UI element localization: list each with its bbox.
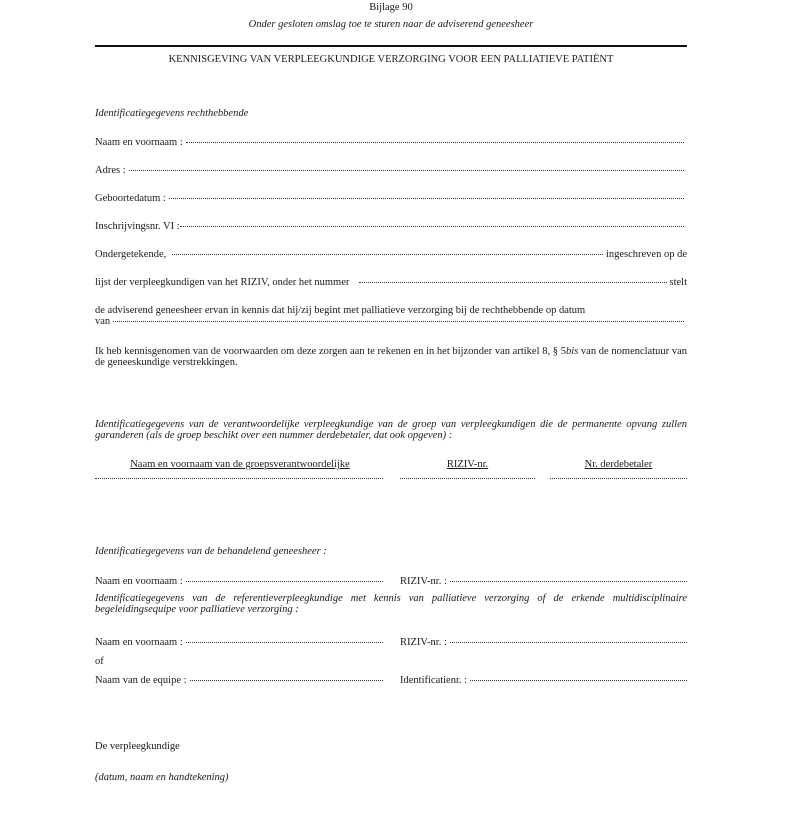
team-ident-label: Identificatienr. :	[400, 675, 468, 686]
beneficiary-birthdate-row	[95, 193, 687, 204]
team-name-row	[95, 675, 383, 686]
start-date-row	[95, 316, 687, 327]
reference-riziv-label: RIZIV-nr. :	[400, 637, 447, 648]
physician-name-label: Naam en voornaam :	[95, 576, 183, 587]
team-ident-row	[400, 675, 687, 686]
team-name-label: Naam van de equipe :	[95, 675, 187, 686]
group-riziv-field[interactable]	[400, 478, 535, 479]
group-name-field[interactable]	[95, 478, 383, 479]
col-header-name: Naam en voornaam van de groepsverantwoordelijke	[130, 459, 350, 470]
col-header-derdebetaler: Nr. derdebetaler	[584, 459, 653, 470]
beneficiary-address-label: Adres :	[95, 165, 126, 176]
col-header-riziv: RIZIV-nr.	[446, 459, 489, 470]
reference-riziv-row	[400, 637, 687, 648]
group-derdebetaler-cell	[550, 480, 687, 481]
beneficiary-birthdate-field[interactable]	[169, 198, 684, 199]
undersigned-name-field[interactable]	[172, 254, 603, 255]
sending-instruction: Onder gesloten omslag toe te sturen naar de adviserend geneesheer	[248, 19, 534, 30]
physician-heading: Identificatiegegevens van de behandelend geneesheer :	[95, 546, 327, 557]
reference-name-row	[95, 637, 383, 648]
beneficiary-name-label: Naam en voornaam :	[95, 137, 183, 148]
inform-text: de adviserend geneesheer ervan in kennis dat hij/zij begint met palliatieve verzorging bij de rechthebbende op datum	[95, 305, 586, 316]
physician-riziv-label: RIZIV-nr. :	[400, 576, 447, 587]
group-name-cell	[95, 480, 383, 481]
conditions-bis: bis	[565, 346, 579, 357]
conditions-statement	[95, 346, 687, 368]
group-derdebetaler-field[interactable]	[550, 478, 687, 479]
conditions-text-post: van de nomenclatuur van de geneeskundige verstrekkingen.	[95, 346, 687, 368]
physician-riziv-field[interactable]	[450, 581, 687, 582]
team-ident-field[interactable]	[470, 680, 687, 681]
stelt-text: stelt	[669, 277, 687, 288]
beneficiary-name-field[interactable]	[186, 142, 684, 143]
nurse-number-field[interactable]	[359, 282, 666, 283]
physician-name-row	[95, 576, 383, 587]
beneficiary-name-row	[95, 137, 687, 148]
group-riziv-cell	[400, 480, 535, 481]
reference-name-label: Naam en voornaam :	[95, 637, 183, 648]
or-label: of	[95, 656, 104, 667]
reference-name-field[interactable]	[186, 642, 383, 643]
beneficiary-address-field[interactable]	[129, 170, 684, 171]
signature-hint[interactable]: (datum, naam en handtekening)	[95, 772, 229, 783]
beneficiary-birthdate-label: Geboortedatum :	[95, 193, 166, 204]
reference-heading: Identificatiegegevens van de referentieverpleegkundige met kennis van palliatieve verzorging of de erkende multidisciplinaire begeleidingsequipe voor palliatieve verzorging :	[95, 593, 687, 615]
group-heading: Identificatiegegevens van de verantwoordelijke verpleegkundige van de groep van verpleegkundigen die de permanente opvang zullen garanderen (als de groep beschikt over een nummer derdebetaler, dat ook opgeven) :	[95, 419, 687, 441]
beneficiary-address-row	[95, 165, 687, 176]
team-name-field[interactable]	[190, 680, 383, 681]
physician-riziv-row	[400, 576, 687, 587]
registered-text: ingeschreven op de	[605, 249, 687, 260]
beneficiary-registration-row	[95, 221, 687, 232]
undersigned-label: Ondergetekende,	[95, 249, 167, 260]
reference-riziv-field[interactable]	[450, 642, 687, 643]
beneficiary-registration-label: Inschrijvingsnr. VI :	[95, 221, 180, 232]
beneficiary-heading: Identificatiegegevens rechthebbende	[95, 108, 249, 119]
list-number-text: lijst der verpleegkundigen van het RIZIV, onder het nummer	[95, 277, 350, 288]
start-date-field[interactable]	[113, 321, 684, 322]
undersigned-row	[95, 249, 687, 260]
form-title: KENNISGEVING VAN VERPLEEGKUNDIGE VERZORGING VOOR EEN PALLIATIEVE PATIËNT	[168, 54, 614, 65]
conditions-text-pre: Ik heb kennisgenomen van de voorwaarden om deze zorgen aan te rekenen en in het bijzonder van artikel 8, § 5	[95, 346, 566, 357]
van-label: van	[95, 316, 111, 327]
annex-number: Bijlage 90	[369, 2, 413, 13]
signature-label: De verpleegkundige	[95, 741, 180, 752]
physician-name-field[interactable]	[186, 581, 383, 582]
list-number-row	[95, 277, 687, 288]
beneficiary-registration-field[interactable]	[180, 226, 684, 227]
header-divider	[95, 45, 687, 47]
